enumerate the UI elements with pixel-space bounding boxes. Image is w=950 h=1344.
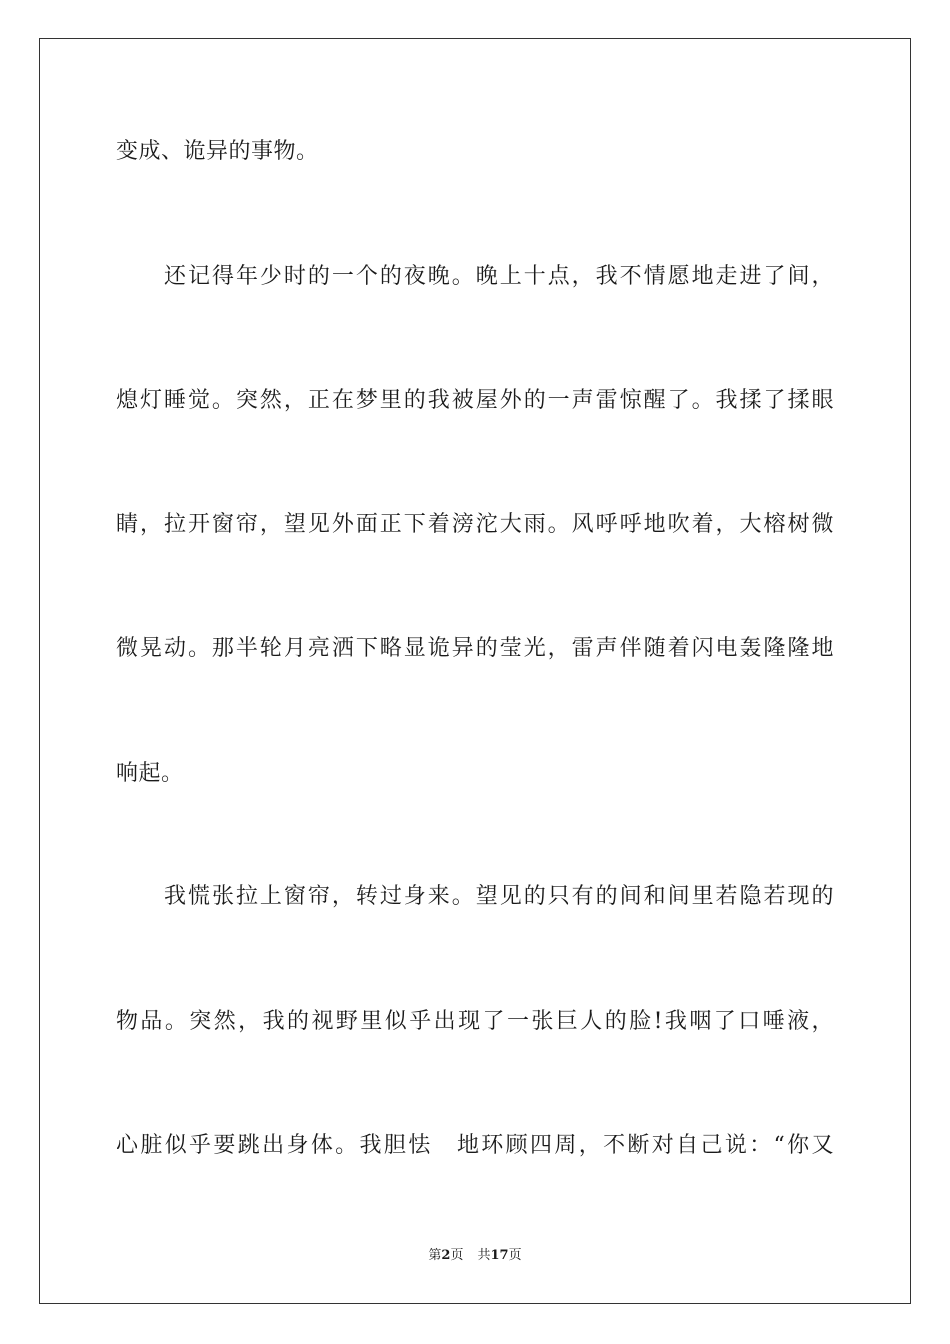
text-line-7: 我慌张拉上窗帘，转过身来。望见的只有的间和间里若隐若现的 [164,884,834,909]
footer-total-pages: 17 [490,1248,509,1263]
footer-total-suffix: 页 [508,1248,522,1263]
text-line-3: 熄灯睡觉。突然，正在梦里的我被屋外的一声雷惊醒了。我揉了揉眼 [116,388,834,413]
footer-page-suffix: 页 [450,1248,464,1263]
text-line-6: 响起。 [116,761,184,786]
text-line-1: 变成、诡异的事物。 [116,139,319,164]
footer-page-number: 2 [441,1248,451,1263]
text-line-8: 物品。突然，我的视野里似乎出现了一张巨人的脸!我咽了口唾液， [116,1009,834,1034]
page-border [39,38,911,1304]
page-footer [0,1247,950,1265]
text-line-4: 睛，拉开窗帘，望见外面正下着滂沱大雨。风呼呼地吹着，大榕树微 [116,512,834,537]
text-line-5: 微晃动。那半轮月亮洒下略显诡异的莹光，雷声伴随着闪电轰隆隆地 [116,636,834,661]
text-line-2: 还记得年少时的一个的夜晚。晚上十点，我不情愿地走进了间， [164,264,834,289]
footer-prefix: 第 [428,1248,442,1263]
footer-total-prefix: 共 [477,1248,491,1263]
text-line-9: 心脏似乎要跳出身体。我胆怯 地环顾四周，不断对自己说：“你又 [116,1133,834,1158]
